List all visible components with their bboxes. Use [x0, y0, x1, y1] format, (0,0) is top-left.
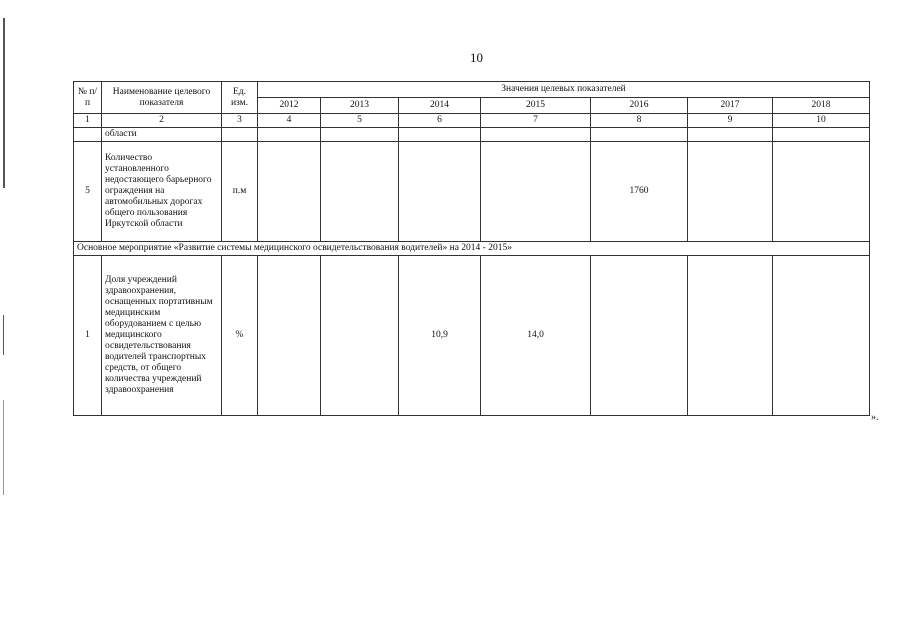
value-2012 [258, 142, 321, 242]
value-2012 [258, 256, 321, 416]
row-number: 5 [74, 142, 102, 242]
header-values-group: Значения целевых показателей [258, 82, 870, 98]
indicator-unit: % [222, 256, 258, 416]
value-2013 [321, 142, 399, 242]
column-number: 1 [74, 114, 102, 128]
scan-edge-mark-bottom [3, 400, 4, 495]
header-num: № п/п [74, 82, 102, 114]
value-2018 [773, 142, 870, 242]
indicator-name: Количество установленного недостающего барьерного ограждения на автомобильных дорогах общего пользования Иркутской области [102, 142, 222, 242]
cell-empty [481, 128, 591, 142]
cell-empty [773, 128, 870, 142]
header-row-1 [74, 82, 870, 98]
header-year: 2013 [321, 98, 399, 114]
column-number: 5 [321, 114, 399, 128]
value-2016: 1760 [591, 142, 688, 242]
table-row-1 [74, 256, 870, 416]
value-2017 [688, 142, 773, 242]
table-row-continuation [74, 128, 870, 142]
column-number: 10 [773, 114, 870, 128]
cell-empty [688, 128, 773, 142]
value-2018 [773, 256, 870, 416]
section-row [74, 242, 870, 256]
page-number: 10 [470, 50, 483, 65]
value-2015 [481, 142, 591, 242]
header-unit: Ед. изм. [222, 82, 258, 114]
section-title: Основное мероприятие «Развитие системы медицинского освидетельствования водителей» на 2014 - 2015» [74, 242, 870, 256]
target-indicators-table [73, 81, 870, 416]
cell-empty [258, 128, 321, 142]
scan-edge-mark-top [3, 18, 5, 188]
row-number: 1 [74, 256, 102, 416]
indicator-name-continuation: области [102, 128, 222, 142]
cell-empty [399, 128, 481, 142]
indicator-unit: п.м [222, 142, 258, 242]
scan-edge-mark-middle [3, 315, 4, 355]
header-year: 2016 [591, 98, 688, 114]
value-2014: 10,9 [399, 256, 481, 416]
column-number: 7 [481, 114, 591, 128]
header-year: 2015 [481, 98, 591, 114]
header-year: 2018 [773, 98, 870, 114]
table-row-5 [74, 142, 870, 242]
header-name: Наименование целевого показателя [102, 82, 222, 114]
header-year: 2012 [258, 98, 321, 114]
column-number: 4 [258, 114, 321, 128]
column-number: 9 [688, 114, 773, 128]
column-number: 6 [399, 114, 481, 128]
indicator-name: Доля учреждений здравоохранения, оснащенных портативным медицинским оборудованием с целью медицинского освидетельствования водителей транспортных средств, от общего количества учреждений здравоохранения [102, 256, 222, 416]
column-number: 3 [222, 114, 258, 128]
column-number: 8 [591, 114, 688, 128]
cell-empty [591, 128, 688, 142]
value-2016 [591, 256, 688, 416]
header-year: 2014 [399, 98, 481, 114]
cell-empty [321, 128, 399, 142]
value-2017 [688, 256, 773, 416]
value-2014 [399, 142, 481, 242]
cell-empty [74, 128, 102, 142]
column-number-row [74, 114, 870, 128]
header-year: 2017 [688, 98, 773, 114]
value-2015: 14,0 [481, 256, 591, 416]
value-2013 [321, 256, 399, 416]
closing-quote-mark: ». [871, 412, 879, 423]
column-number: 2 [102, 114, 222, 128]
cell-empty [222, 128, 258, 142]
